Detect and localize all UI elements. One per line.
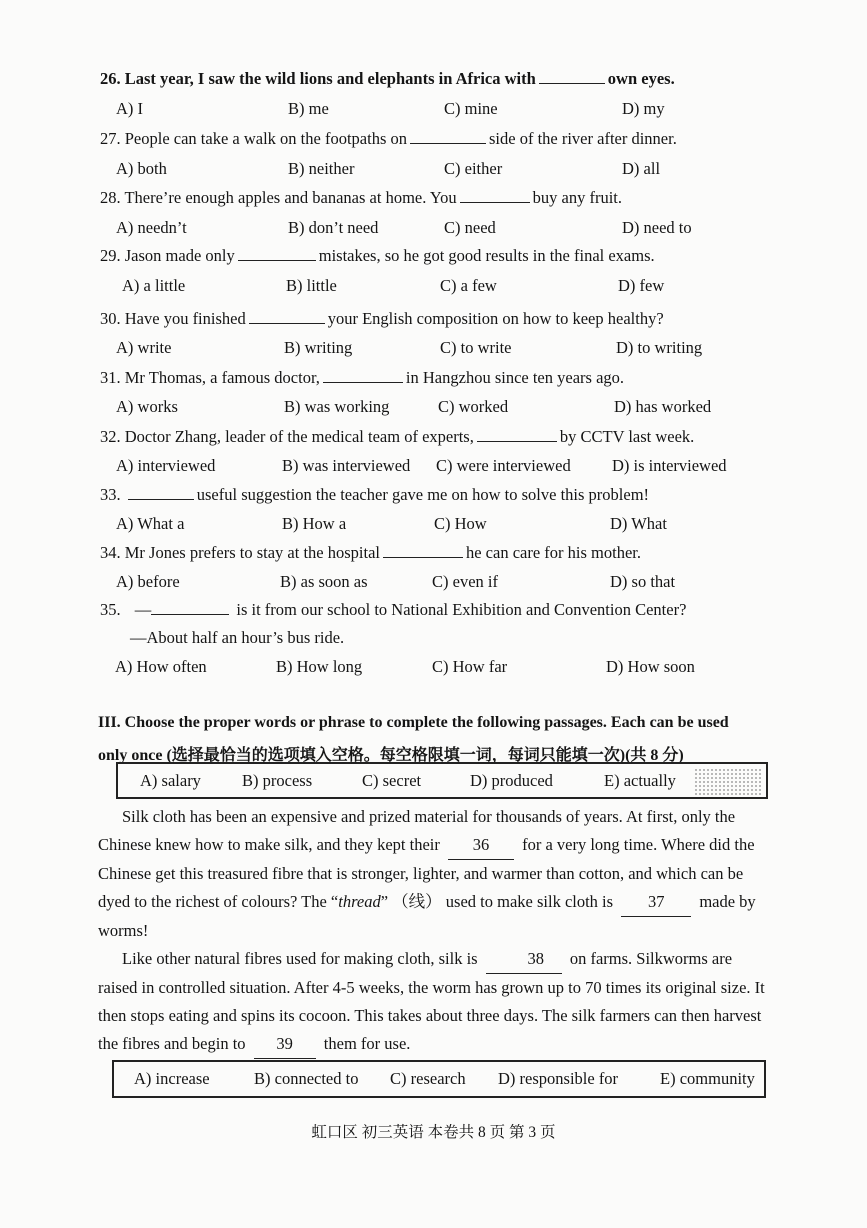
answer-blank[interactable] — [383, 543, 463, 558]
answer-blank[interactable] — [460, 188, 530, 203]
answer-blank[interactable] — [249, 309, 325, 324]
passage-line: then stops eating and spins its cocoon. This takes about three days. The silk farmers can then harvest — [98, 1006, 762, 1025]
passage — [98, 803, 768, 1059]
option-a[interactable]: A) write — [116, 338, 172, 357]
question-text: he can care for his mother. — [465, 543, 641, 562]
text: Chinese knew how to make silk, and they kept their — [98, 835, 440, 854]
question-text: own eyes. — [607, 69, 675, 88]
text: ” （线） used to make silk cloth is — [380, 892, 614, 911]
word-option[interactable]: B) connected to — [254, 1069, 359, 1088]
option-d[interactable]: D) has worked — [614, 397, 712, 416]
passage-line — [98, 1030, 768, 1059]
question-27 — [100, 129, 677, 149]
answer-blank[interactable] — [410, 129, 486, 144]
text: on farms. Silkworms are — [569, 949, 733, 968]
passage-line: Chinese get this treasured fibre that is stronger, lighter, and warmer than cotton, and which can be — [98, 864, 744, 883]
option-d[interactable]: D) all — [622, 159, 661, 178]
passage-line: raised in controlled situation. After 4-5 weeks, the worm has grown up to 70 times its original size. It — [98, 978, 765, 997]
passage-line: worms! — [98, 921, 149, 940]
word-option[interactable]: A) salary — [140, 770, 201, 790]
word-bank-1 — [116, 762, 768, 799]
question-28 — [100, 188, 622, 208]
answer-blank[interactable] — [128, 485, 194, 500]
option-a[interactable]: A) What a — [116, 514, 185, 533]
question-35 — [100, 600, 686, 620]
option-a[interactable]: A) both — [116, 159, 167, 178]
word-option[interactable]: B) process — [242, 770, 313, 790]
blank-36[interactable]: 36 — [448, 831, 514, 860]
option-d[interactable]: D) is interviewed — [612, 456, 727, 475]
blank-37[interactable]: 37 — [621, 888, 691, 917]
section-heading: III. Choose the proper words or phrase to complete the following passages. Each can be used — [98, 714, 729, 731]
option-a[interactable]: A) How often — [115, 657, 207, 676]
option-c[interactable]: C) either — [444, 159, 503, 178]
passage-line — [98, 888, 768, 917]
option-c[interactable]: C) How — [434, 514, 487, 533]
option-a[interactable]: A) needn’t — [116, 218, 187, 237]
option-d[interactable]: D) so that — [610, 572, 676, 591]
answer-blank[interactable] — [323, 368, 403, 383]
question-number: 26. — [100, 69, 121, 88]
option-a[interactable]: A) before — [116, 572, 180, 591]
question-text: Mr Thomas, a famous doctor, — [124, 368, 320, 387]
question-number: 33. — [100, 485, 121, 504]
option-c[interactable]: C) need — [444, 218, 496, 237]
dialogue-answer: —About half an hour’s bus ride. — [130, 628, 345, 647]
blank-38[interactable]: 38 — [486, 945, 562, 974]
option-b[interactable]: B) little — [286, 276, 337, 295]
option-a[interactable]: A) I — [116, 99, 144, 118]
question-number: 27. — [100, 129, 121, 148]
option-b[interactable]: B) How a — [282, 514, 347, 533]
scan-noise — [694, 768, 762, 796]
text: the fibres and begin to — [98, 1034, 246, 1053]
question-text: side of the river after dinner. — [489, 129, 677, 148]
option-b[interactable]: B) was working — [284, 397, 390, 416]
word-option[interactable]: A) increase — [134, 1069, 210, 1088]
option-a[interactable]: A) interviewed — [116, 456, 216, 475]
option-d[interactable]: D) few — [618, 276, 665, 295]
word-option[interactable]: E) community — [660, 1069, 755, 1088]
text: dyed to the richest of colours? The “ — [98, 892, 339, 911]
question-31 — [100, 368, 624, 388]
dash: — — [134, 600, 152, 619]
question-text: Have you finished — [124, 309, 246, 328]
option-d[interactable]: D) to writing — [616, 338, 703, 357]
passage-line — [98, 945, 768, 974]
option-c[interactable]: C) even if — [432, 572, 498, 591]
option-b[interactable]: B) me — [288, 99, 329, 118]
word-option[interactable]: D) produced — [470, 770, 553, 790]
question-text: is it from our school to National Exhibition and Convention Center? — [236, 600, 687, 619]
option-c[interactable]: C) were interviewed — [436, 456, 571, 475]
word-option[interactable]: C) research — [390, 1069, 466, 1088]
question-text: by CCTV last week. — [559, 427, 695, 446]
option-c[interactable]: C) How far — [432, 657, 508, 676]
question-30 — [100, 309, 664, 329]
text: Like other natural fibres used for making cloth, silk is — [122, 949, 478, 968]
question-number: 34. — [100, 543, 121, 562]
question-number: 29. — [100, 246, 121, 265]
section-heading-cn: only once (选择最恰当的选项填入空格。每空格限填一词，每词只能填一次)(共 8 分) — [98, 747, 684, 764]
text: made by — [699, 892, 756, 911]
question-29 — [100, 246, 655, 266]
passage-line — [98, 831, 768, 860]
answer-blank[interactable] — [477, 427, 557, 442]
question-number: 30. — [100, 309, 121, 328]
question-text: useful suggestion the teacher gave me on how to solve this problem! — [196, 485, 650, 504]
word-option[interactable]: D) responsible for — [498, 1069, 619, 1088]
option-d[interactable]: D) my — [622, 99, 665, 118]
blank-39[interactable]: 39 — [254, 1030, 316, 1059]
text: them for use. — [323, 1034, 411, 1053]
option-d[interactable]: D) How soon — [606, 657, 695, 676]
passage-line: Silk cloth has been an expensive and prized material for thousands of years. At first, only the — [122, 807, 736, 826]
question-text: in Hangzhou since ten years ago. — [405, 368, 625, 387]
option-d[interactable]: D) need to — [622, 218, 692, 237]
question-text: People can take a walk on the footpaths on — [124, 129, 407, 148]
question-33 — [100, 485, 649, 505]
answer-blank[interactable] — [151, 600, 229, 615]
question-number: 35. — [100, 600, 121, 619]
question-text: Doctor Zhang, leader of the medical team of experts, — [124, 427, 474, 446]
question-text: your English composition on how to keep healthy? — [327, 309, 664, 328]
question-text: Last year, I saw the wild lions and elephants in Africa with — [124, 69, 536, 88]
question-text: There’re enough apples and bananas at home. You — [124, 188, 457, 207]
question-text: buy any fruit. — [532, 188, 623, 207]
option-b[interactable]: B) How long — [276, 657, 363, 676]
italic-word: thread — [338, 892, 381, 911]
option-c[interactable]: C) a few — [440, 276, 497, 295]
page-footer: 虹口区 初三英语 本卷共 8 页 第 3 页 — [311, 1124, 556, 1141]
word-option[interactable]: E) actually — [604, 770, 676, 790]
question-number: 31. — [100, 368, 121, 387]
option-c[interactable]: C) mine — [444, 99, 498, 118]
question-32 — [100, 427, 694, 447]
option-b[interactable]: B) was interviewed — [282, 456, 411, 475]
option-a[interactable]: A) works — [116, 397, 178, 416]
question-number: 32. — [100, 427, 121, 446]
option-b[interactable]: B) neither — [288, 159, 355, 178]
question-text: Jason made only — [124, 246, 235, 265]
question-34 — [100, 543, 641, 563]
question-text: mistakes, so he got good results in the final exams. — [318, 246, 655, 265]
text: for a very long time. Where did the — [522, 835, 755, 854]
answer-blank[interactable] — [238, 246, 316, 261]
word-bank-2 — [112, 1060, 766, 1098]
option-b[interactable]: B) don’t need — [288, 218, 379, 237]
option-b[interactable]: B) writing — [284, 338, 353, 357]
answer-blank[interactable] — [539, 69, 605, 84]
option-a[interactable]: A) a little — [122, 276, 186, 295]
question-26 — [100, 69, 675, 89]
option-c[interactable]: C) worked — [438, 397, 509, 416]
question-number: 28. — [100, 188, 121, 207]
option-b[interactable]: B) as soon as — [280, 572, 368, 591]
word-option[interactable]: C) secret — [362, 770, 422, 790]
option-c[interactable]: C) to write — [440, 338, 512, 357]
option-d[interactable]: D) What — [610, 514, 667, 533]
question-text: Mr Jones prefers to stay at the hospital — [124, 543, 380, 562]
